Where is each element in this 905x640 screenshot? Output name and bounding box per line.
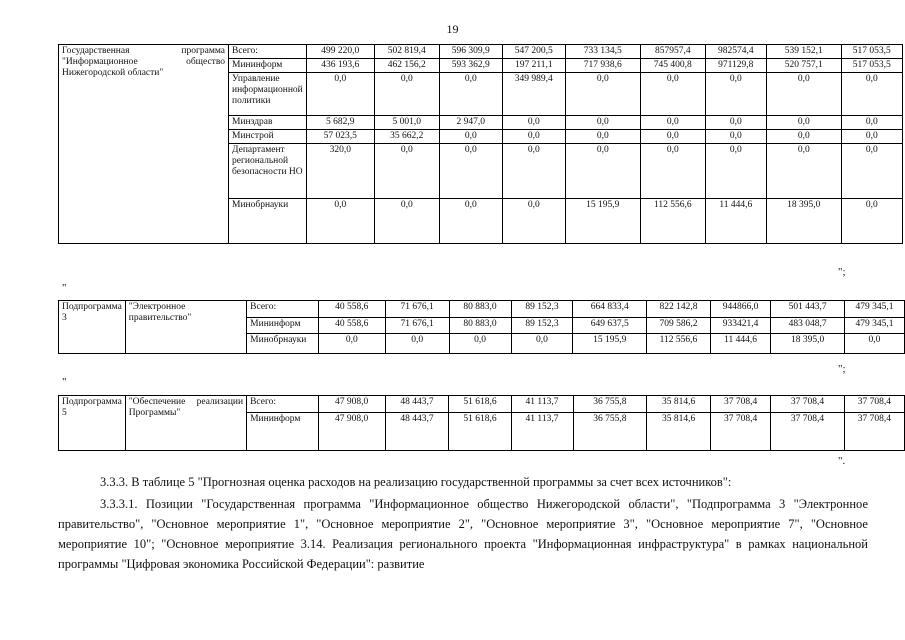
table-cell: 0,0 — [844, 334, 904, 354]
table-cell: 0,0 — [502, 130, 565, 144]
table-cell: 18 395,0 — [766, 199, 841, 244]
table-cell: 0,0 — [502, 199, 565, 244]
table-cell: 71 676,1 — [385, 301, 449, 318]
table-cell: 89 152,3 — [511, 317, 573, 334]
row-label: Всего: — [247, 396, 319, 413]
table-cell: 857957,4 — [640, 45, 705, 59]
table-cell: 0,0 — [374, 199, 439, 244]
paragraph-3-3-3-1: 3.3.3.1. Позиции "Государственная программа "Информационное общество Нижегородской области", "Подпрограмма 3 "Электронное правительство", "Основное мероприятие 1", "Основное мероприятие 2", "Основное мероприятие 3", "Основное мероприятие 7", "Основное мероприятие 10"; "Основное мероприятие 3.14. Реализация регионального проекта "Информационная инфраструктура" в рамках национальной программы "Цифровая экономика Российской Федерации": развитие — [58, 497, 868, 571]
program-name: Государственная программа "Информационное общество Нижегородской области" — [59, 45, 229, 244]
table-cell: 15 195,9 — [573, 334, 647, 354]
table-cell: 499 220,0 — [306, 45, 374, 59]
table-cell: 0,0 — [439, 199, 502, 244]
subprogram-5-table — [58, 395, 905, 451]
table-cell: 71 676,1 — [385, 317, 449, 334]
table-cell: 35 662,2 — [374, 130, 439, 144]
table-cell: 0,0 — [705, 130, 766, 144]
table-cell: 0,0 — [640, 130, 705, 144]
table-cell: 483 048,7 — [771, 317, 845, 334]
table-cell: 0,0 — [439, 73, 502, 116]
table-cell: 37 708,4 — [771, 413, 845, 451]
closing-quote-semicolon: "; — [838, 266, 846, 278]
table-cell: 462 156,2 — [374, 59, 439, 73]
table-cell: 0,0 — [449, 334, 511, 354]
table-cell: 18 395,0 — [771, 334, 845, 354]
table-cell: 0,0 — [374, 73, 439, 116]
table-cell: 0,0 — [502, 116, 565, 130]
row-label: Минстрой — [229, 130, 307, 144]
subprogram-code: Подпрограмма 5 — [59, 396, 126, 451]
table-cell: 0,0 — [766, 144, 841, 199]
table-cell: 0,0 — [841, 73, 902, 116]
closing-quote-period: ". — [838, 455, 846, 467]
table-cell: 593 362,9 — [439, 59, 502, 73]
table-cell: 0,0 — [766, 130, 841, 144]
table-cell: 0,0 — [705, 144, 766, 199]
table-cell: 0,0 — [841, 130, 902, 144]
table-cell: 0,0 — [318, 334, 385, 354]
table-cell: 547 200,5 — [502, 45, 565, 59]
table-cell: 15 195,9 — [565, 199, 640, 244]
table-cell: 436 193,6 — [306, 59, 374, 73]
opening-quote: " — [62, 282, 67, 294]
table-cell: 40 558,6 — [318, 317, 385, 334]
table-row — [59, 45, 903, 59]
table-cell: 479 345,1 — [844, 317, 904, 334]
table-cell: 40 558,6 — [318, 301, 385, 318]
table-cell: 0,0 — [640, 73, 705, 116]
row-label: Департамент региональной безопасности НО — [229, 144, 307, 199]
table-cell: 0,0 — [565, 130, 640, 144]
subprogram-name: "Обеспечение реализации Программы" — [125, 396, 246, 451]
table-cell: 717 938,6 — [565, 59, 640, 73]
table-cell: 745 400,8 — [640, 59, 705, 73]
table-cell: 47 908,0 — [318, 396, 385, 413]
table-cell: 501 443,7 — [771, 301, 845, 318]
closing-quote-semicolon: "; — [838, 363, 846, 375]
table-cell: 36 755,8 — [573, 396, 647, 413]
table-cell: 933421,4 — [710, 317, 770, 334]
table-cell: 5 682,9 — [306, 116, 374, 130]
table-cell: 48 443,7 — [385, 396, 449, 413]
table-cell: 517 053,5 — [841, 59, 902, 73]
table-cell: 0,0 — [511, 334, 573, 354]
table-cell: 80 883,0 — [449, 317, 511, 334]
table-cell: 11 444,6 — [705, 199, 766, 244]
table-cell: 41 113,7 — [511, 413, 573, 451]
table-cell: 517 053,5 — [841, 45, 902, 59]
table-cell: 0,0 — [565, 144, 640, 199]
table-row — [59, 396, 905, 413]
table-cell: 37 708,4 — [711, 413, 771, 451]
subprogram-3-table — [58, 300, 905, 354]
table-cell: 0,0 — [705, 73, 766, 116]
table-cell: 649 637,5 — [573, 317, 647, 334]
table-cell: 0,0 — [439, 130, 502, 144]
table-cell: 35 814,6 — [647, 396, 711, 413]
program-funding-table — [58, 44, 903, 244]
page-number: 19 — [446, 22, 459, 36]
table-cell: 47 908,0 — [318, 413, 385, 451]
table-cell: 0,0 — [841, 116, 902, 130]
table-cell: 0,0 — [640, 116, 705, 130]
table-cell: 0,0 — [841, 199, 902, 244]
table-cell: 51 618,6 — [449, 396, 511, 413]
row-label: Всего: — [229, 45, 307, 59]
row-label: Мининформ — [247, 413, 319, 451]
table-cell: 709 586,2 — [647, 317, 711, 334]
table-cell: 664 833,4 — [573, 301, 647, 318]
row-label: Мининформ — [247, 317, 319, 334]
table-cell: 0,0 — [640, 144, 705, 199]
table-cell: 944866,0 — [710, 301, 770, 318]
table-cell: 971129,8 — [705, 59, 766, 73]
table-cell: 0,0 — [385, 334, 449, 354]
table-cell: 36 755,8 — [573, 413, 647, 451]
table-cell: 0,0 — [766, 73, 841, 116]
table-cell: 0,0 — [565, 73, 640, 116]
table-cell: 596 309,9 — [439, 45, 502, 59]
row-label: Минобрнауки — [247, 334, 319, 354]
table-cell: 11 444,6 — [710, 334, 770, 354]
table-cell: 48 443,7 — [385, 413, 449, 451]
table-cell: 37 708,4 — [711, 396, 771, 413]
table-cell: 320,0 — [306, 144, 374, 199]
table-cell: 349 989,4 — [502, 73, 565, 116]
subprogram-code: Подпрограмма 3 — [59, 301, 126, 354]
table-cell: 982574,4 — [705, 45, 766, 59]
table-row — [59, 301, 905, 318]
table-cell: 0,0 — [841, 144, 902, 199]
row-label: Минобрнауки — [229, 199, 307, 244]
table-cell: 0,0 — [565, 116, 640, 130]
subprogram-name: "Электронное правительство" — [125, 301, 246, 354]
table-cell: 5 001,0 — [374, 116, 439, 130]
table-cell: 822 142,8 — [647, 301, 711, 318]
table-cell: 0,0 — [766, 116, 841, 130]
table-cell: 733 134,5 — [565, 45, 640, 59]
table-cell: 80 883,0 — [449, 301, 511, 318]
table-cell: 37 708,4 — [771, 396, 845, 413]
table-cell: 539 152,1 — [766, 45, 841, 59]
table-cell: 0,0 — [306, 73, 374, 116]
table-cell: 0,0 — [439, 144, 502, 199]
table-cell: 51 618,6 — [449, 413, 511, 451]
table-cell: 0,0 — [705, 116, 766, 130]
row-label: Мининформ — [229, 59, 307, 73]
table-cell: 112 556,6 — [647, 334, 711, 354]
row-label: Управление информационной политики — [229, 73, 307, 116]
row-label: Минздрав — [229, 116, 307, 130]
table-cell: 89 152,3 — [511, 301, 573, 318]
table-cell: 41 113,7 — [511, 396, 573, 413]
table-cell: 0,0 — [502, 144, 565, 199]
table-cell: 35 814,6 — [647, 413, 711, 451]
table-cell: 57 023,5 — [306, 130, 374, 144]
table-cell: 112 556,6 — [640, 199, 705, 244]
table-cell: 37 708,4 — [844, 413, 904, 451]
table-cell: 0,0 — [306, 199, 374, 244]
row-label: Всего: — [247, 301, 319, 318]
table-cell: 479 345,1 — [844, 301, 904, 318]
table-cell: 520 757,1 — [766, 59, 841, 73]
paragraph-3-3-3: 3.3.3. В таблице 5 "Прогнозная оценка расходов на реализацию государственной программы за счет всех источников": — [100, 475, 732, 489]
table-cell: 197 211,1 — [502, 59, 565, 73]
table-cell: 2 947,0 — [439, 116, 502, 130]
table-cell: 0,0 — [374, 144, 439, 199]
table-cell: 502 819,4 — [374, 45, 439, 59]
table-cell: 37 708,4 — [844, 396, 904, 413]
opening-quote: " — [62, 376, 67, 388]
